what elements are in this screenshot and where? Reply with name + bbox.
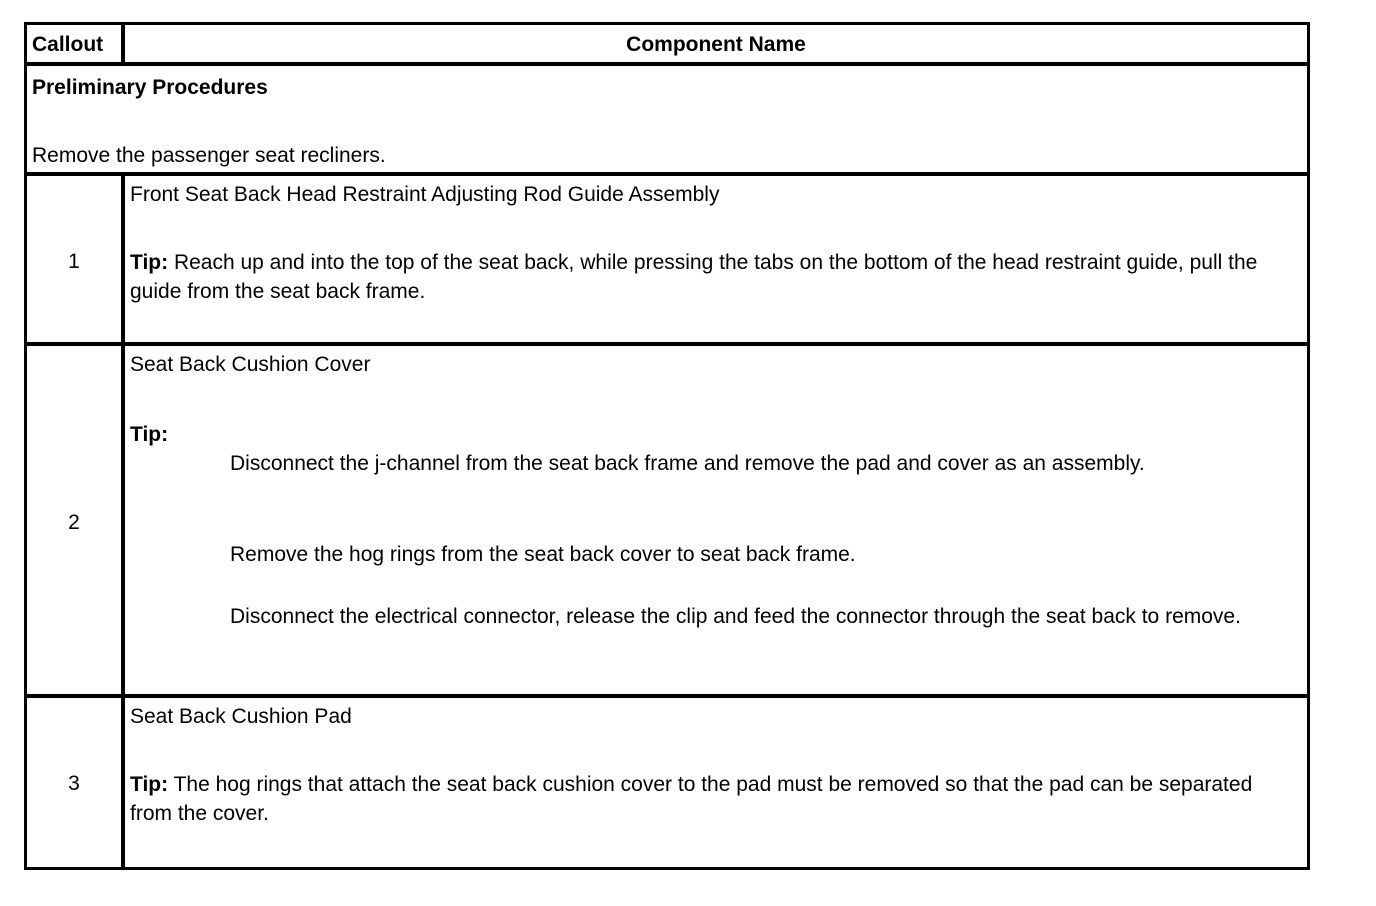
callout-number: 1 [68,250,80,273]
component-name-column-header: Component Name [626,33,806,56]
tip-list [230,540,1257,569]
tip-label: Tip: [130,423,169,446]
column-divider [121,176,125,342]
tip-text [130,420,1267,449]
tip-list [230,602,1257,631]
tip-list-item: Disconnect the electrical connector, release the clip and feed the connector through the seat back to remove. [230,605,1241,628]
column-divider [121,698,125,870]
tip-list-item: Remove the hog rings from the seat back cover to seat back frame. [230,543,856,566]
tip-list [230,449,1257,478]
tip-label: Tip: [130,773,169,796]
tip-text [130,248,1267,306]
preliminary-procedures-text: Remove the passenger seat recliners. [32,144,386,167]
table-header-row [27,25,1307,66]
tip-body: Reach up and into the top of the seat back, while pressing the tabs on the bottom of the head restraint guide, pull the guide from the seat back frame. [130,251,1258,303]
component-name: Seat Back Cushion Pad [130,705,352,728]
procedure-table [24,22,1310,870]
tip-text [130,770,1267,828]
table-row [27,346,1307,698]
preliminary-procedures-row [27,66,1307,176]
tip-list-item: Disconnect the j-channel from the seat back frame and remove the pad and cover as an assembly. [230,452,1145,475]
callout-column-header: Callout [32,33,104,56]
callout-number: 2 [68,511,80,534]
tip-body: The hog rings that attach the seat back cushion cover to the pad must be removed so that the pad can be separated from the cover. [130,773,1253,825]
table-row [27,176,1307,346]
component-name: Seat Back Cushion Cover [130,353,371,376]
component-name: Front Seat Back Head Restraint Adjusting Rod Guide Assembly [130,183,720,206]
table-row [27,698,1307,870]
tip-label: Tip: [130,251,169,274]
preliminary-procedures-title: Preliminary Procedures [32,76,268,99]
callout-number: 3 [68,772,80,795]
column-divider [121,346,125,694]
